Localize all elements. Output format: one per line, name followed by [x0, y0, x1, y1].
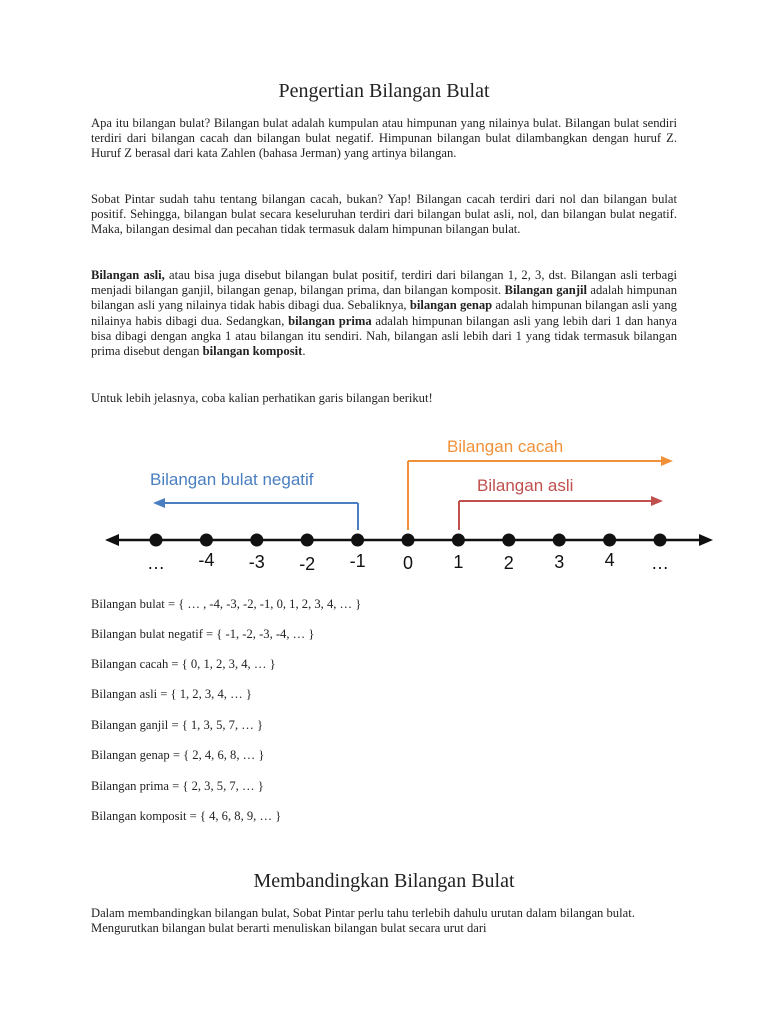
tick-label: 4 — [604, 550, 615, 570]
tick-dot — [553, 534, 566, 547]
tick-dot — [452, 534, 465, 547]
set-bilangan-komposit: Bilangan komposit = { 4, 6, 8, 9, … } — [91, 809, 282, 823]
axis-arrow-left — [105, 534, 119, 546]
paragraph-intro-numberline: Untuk lebih jelasnya, coba kalian perhatikan garis bilangan berikut! — [91, 391, 433, 405]
tick-dot — [654, 534, 667, 547]
set-bilangan-bulat: Bilangan bulat = { … , -4, -3, -2, -1, 0, 1, 2, 3, 4, … } — [91, 597, 362, 611]
number-line-diagram — [95, 425, 715, 585]
tick-dot — [502, 534, 515, 547]
tick-label: 0 — [402, 553, 414, 573]
term-bilangan-prima: bilangan prima — [288, 313, 372, 328]
set-bilangan-asli: Bilangan asli = { 1, 2, 3, 4, … } — [91, 687, 252, 701]
paragraph-definition: Apa itu bilangan bulat? Bilangan bulat adalah kumpulan atau himpunan yang nilainya bulat. Bilangan bulat sendiri terdiri dari bilangan cacah dan bilangan bulat negatif. Himpunan bilangan bulat dilambangkan dengan huruf Z. Huruf Z berasal dari kata Zahlen (bahasa Jerman) yang artinya bilangan. — [91, 116, 677, 161]
set-bilangan-genap: Bilangan genap = { 2, 4, 6, 8, … } — [91, 748, 265, 762]
tick-label: -2 — [299, 554, 316, 574]
label-bilangan-cacah: Bilangan cacah — [447, 437, 564, 456]
tick-label: 1 — [453, 552, 464, 572]
tick-dot — [250, 534, 263, 547]
tick-dot — [351, 534, 364, 547]
tick-label: 3 — [554, 552, 565, 572]
axis-arrow-right — [699, 534, 713, 546]
label-bilangan-bulat-negatif: Bilangan bulat negatif — [150, 470, 314, 489]
term-bilangan-ganjil: Bilangan ganjil — [504, 283, 588, 298]
tick-label: -1 — [349, 551, 366, 571]
paragraph-membandingkan: Dalam membandingkan bilangan bulat, Sobat Pintar perlu tahu terlebih dahulu urutan dalam bilangan bulat. Mengurutkan bilangan bulat berarti menuliskan bilangan bulat secara urut dari — [91, 906, 635, 936]
tick-label: -4 — [198, 550, 215, 570]
term-bilangan-komposit: bilangan komposit — [202, 344, 303, 359]
section-title-membandingkan: Membandingkan Bilangan Bulat — [253, 870, 515, 892]
set-bilangan-bulat-negatif: Bilangan bulat negatif = { -1, -2, -3, -4, … } — [91, 627, 315, 641]
tick-label: -3 — [248, 552, 265, 572]
term-bilangan-asli: Bilangan asli, — [91, 268, 165, 282]
set-bilangan-cacah: Bilangan cacah = { 0, 1, 2, 3, 4, … } — [91, 657, 276, 671]
paragraph-cacah: Sobat Pintar sudah tahu tentang bilangan cacah, bukan? Yap! Bilangan cacah terdiri dari nol dan bilangan bulat positif. Sehingga, bilangan bulat secara keseluruhan terdiri dari bilangan bulat asli, nol, dan bilangan bulat negatif. Maka, bilangan desimal dan pecahan tidak termasuk dalam himpunan bilangan bulat. — [91, 192, 677, 237]
tick-dot — [603, 534, 616, 547]
cacah-arrow-head — [661, 456, 673, 466]
negatif-arrow-head — [153, 498, 165, 508]
tick-dot — [402, 534, 415, 547]
set-bilangan-ganjil: Bilangan ganjil = { 1, 3, 5, 7, … } — [91, 718, 264, 732]
tick-dot — [301, 534, 314, 547]
section-title-pengertian: Pengertian Bilangan Bulat — [278, 80, 490, 102]
tick-label: … — [147, 553, 165, 573]
paragraph-bilangan-asli: Bilangan asli, atau bisa juga disebut bilangan bulat positif, terdiri dari bilangan 1, 2, 3, dst. Bilangan asli terbagi menjadi bilangan ganjil, bilangan genap, bilangan prima, dan bilangan komposit. Bilangan ganjil adalah himpunan bilangan asli yang nilainya tidak habis dibagi dua. Sebaliknya, bilangan genap adalah himpunan bilangan asli yang nilainya habis dibagi dua. Sedangkan, bilangan prima adalah himpunan bilangan asli yang lebih dari 1 dan hanya bisa dibagi dengan angka 1 atau bilangan itu sendiri. Nah, bilangan asli lebih dari 1 yang tidak termasuk bilangan prima disebut dengan bilangan komposit. — [91, 268, 677, 359]
tick-dot — [200, 534, 213, 547]
tick-label: 2 — [503, 553, 514, 573]
label-bilangan-asli: Bilangan asli — [477, 476, 574, 495]
asli-arrow-head — [651, 496, 663, 506]
term-bilangan-genap: bilangan genap — [409, 298, 493, 313]
tick-dot — [150, 534, 163, 547]
set-bilangan-prima: Bilangan prima = { 2, 3, 5, 7, … } — [91, 779, 264, 793]
tick-label: … — [651, 553, 669, 573]
